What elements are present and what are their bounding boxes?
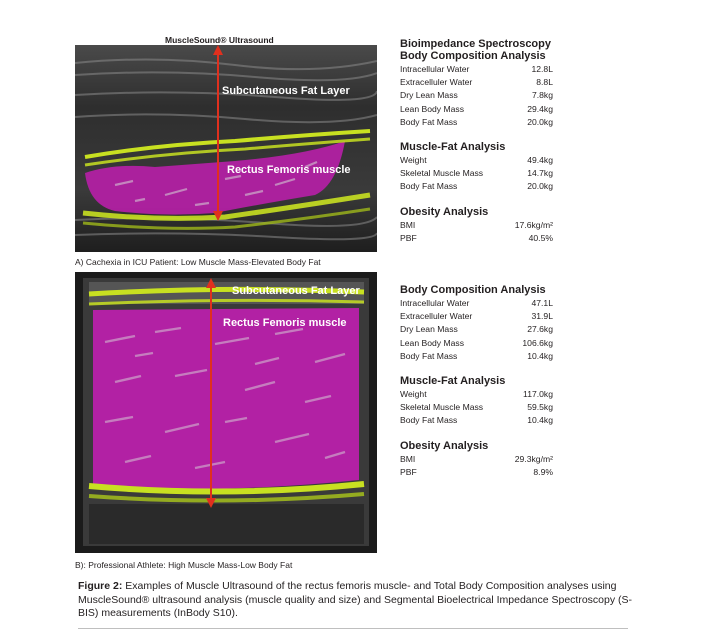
data-row <box>400 310 553 323</box>
image-a-caption: A) Cachexia in ICU Patient: Low Muscle Mass-Elevated Body Fat <box>75 257 321 267</box>
row-label: Intracellular Water <box>400 64 470 74</box>
data-row <box>400 63 553 76</box>
row-value: 7.8kg <box>531 90 553 101</box>
data-row <box>400 103 553 116</box>
row-value: 8.8L <box>536 77 553 88</box>
image-a-muscle-label: Rectus Femoris muscle <box>227 164 351 176</box>
row-value: 40.5% <box>528 232 553 243</box>
data-row <box>400 453 553 466</box>
row-value: 31.9L <box>531 311 553 322</box>
panel-a-body-composition <box>400 50 553 129</box>
data-row <box>400 388 553 401</box>
data-row <box>400 232 553 245</box>
image-b-muscle-label: Rectus Femoris muscle <box>223 317 347 329</box>
row-label: Body Fat Mass <box>400 350 458 361</box>
data-row <box>400 154 553 167</box>
row-label: Weight <box>400 388 427 399</box>
panel-a-muscle-fat <box>400 141 553 194</box>
row-label: Dry Lean Mass <box>400 324 458 335</box>
row-label: Dry Lean Mass <box>400 90 458 101</box>
row-value: 49.4kg <box>527 154 553 165</box>
image-b-fat-label: Subcutaneous Fat Layer <box>232 285 360 297</box>
data-row <box>400 337 553 350</box>
data-row <box>400 180 553 193</box>
panel-a-obesity <box>400 206 553 245</box>
panel-b-muscle-fat <box>400 375 553 428</box>
row-label: Skeletal Muscle Mass <box>400 402 484 413</box>
figure-caption-text: Examples of Muscle Ultrasound of the rectus femoris muscle- and Total Body Composition analyses using MuscleSound® ultrasound analysis (muscle quality and size) and Segmental Bioelectrical Impedance Spectroscopy (S-BIS) measurements (InBody S10). <box>78 580 633 619</box>
data-row <box>400 116 553 129</box>
data-row <box>400 297 553 310</box>
row-label: PBF <box>400 232 417 243</box>
row-value: 10.4kg <box>527 350 553 361</box>
row-value: 8.9% <box>533 466 553 477</box>
row-value: 29.4kg <box>527 103 553 114</box>
figure-caption-label: Figure 2: <box>78 580 123 592</box>
row-value: 17.6kg/m² <box>514 219 553 230</box>
row-label: BMI <box>400 219 416 230</box>
panel-b-obesity <box>400 440 553 479</box>
row-label: PBF <box>400 466 417 477</box>
image-b-caption: B): Professional Athlete: High Muscle Mass-Low Body Fat <box>75 560 293 570</box>
data-row <box>400 167 553 180</box>
row-label: Intracellular Water <box>400 298 470 308</box>
caption-divider <box>78 628 628 629</box>
ultrasound-image-b-graphic <box>75 272 377 553</box>
section-title: Obesity Analysis <box>400 205 489 218</box>
section-title: Body Composition Analysis <box>400 50 546 62</box>
row-value: 20.0kg <box>527 181 553 192</box>
data-row <box>400 219 553 232</box>
row-value: 29.3kg/m² <box>514 453 553 464</box>
row-value: 47.1L <box>531 298 553 308</box>
row-label: Body Fat Mass <box>400 116 458 127</box>
row-value: 10.4kg <box>527 415 553 426</box>
row-label: Lean Body Mass <box>400 103 465 114</box>
data-row <box>400 401 553 414</box>
data-row <box>400 323 553 336</box>
panel-b-body-composition <box>400 284 553 363</box>
row-value: 106.6kg <box>522 337 553 348</box>
ultrasound-image-a-graphic <box>75 45 377 252</box>
bis-panel-a <box>400 38 553 245</box>
row-value: 117.0kg <box>523 388 553 399</box>
section-title: Muscle-Fat Analysis <box>400 140 506 153</box>
row-label: Lean Body Mass <box>400 337 465 348</box>
figure-caption <box>78 580 638 621</box>
section-title: Muscle-Fat Analysis <box>400 374 506 387</box>
row-label: Extracelluler Water <box>400 311 473 322</box>
row-value: 27.6kg <box>527 324 553 335</box>
row-label: Body Fat Mass <box>400 181 458 192</box>
row-value: 14.7kg <box>527 168 553 179</box>
row-label: BMI <box>400 453 416 464</box>
section-title: Obesity Analysis <box>400 439 489 452</box>
bis-panel-b <box>400 284 553 479</box>
data-row <box>400 350 553 363</box>
row-label: Weight <box>400 154 427 165</box>
ultrasound-image-a <box>75 45 377 252</box>
data-row <box>400 466 553 479</box>
row-label: Skeletal Muscle Mass <box>400 168 484 179</box>
row-value: 59.5kg <box>527 402 553 413</box>
row-label: Body Fat Mass <box>400 415 458 426</box>
image-a-fat-label: Subcutaneous Fat Layer <box>222 85 350 97</box>
data-row <box>400 76 553 89</box>
ultrasound-title: MuscleSound® Ultrasound <box>165 35 274 45</box>
panel-a-title: Bioimpedance Spectroscopy <box>400 38 551 50</box>
row-value: 12.8L <box>531 64 553 74</box>
data-row <box>400 414 553 427</box>
ultrasound-image-b <box>75 272 377 553</box>
row-label: Extracelluler Water <box>400 77 473 88</box>
data-row <box>400 89 553 102</box>
section-title: Body Composition Analysis <box>400 284 546 296</box>
row-value: 20.0kg <box>527 116 553 127</box>
